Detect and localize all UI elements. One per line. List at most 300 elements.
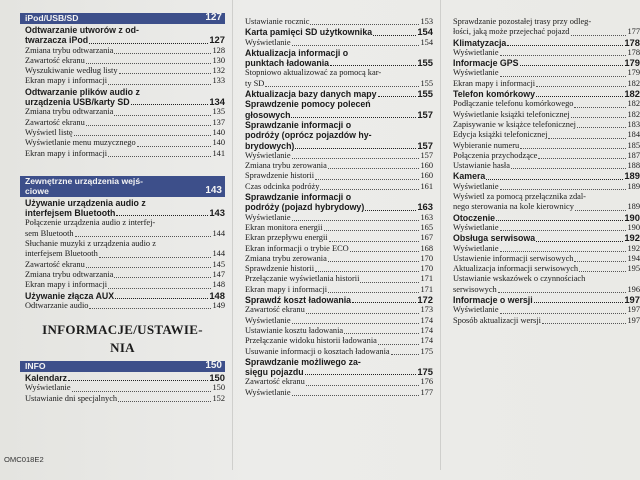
toc-entry-title: Ekran mapy i informacji [453,78,536,88]
toc-entry [240,48,433,69]
leader-dots [486,179,623,180]
toc-entry-title: Klimatyzacja [453,37,507,48]
toc-entry-page: 174 [420,325,433,335]
toc-entry-page: 175 [420,346,433,356]
toc-entry [240,285,433,295]
toc-entry [240,233,433,243]
toc-entry-title: Czas odcinka podróży [245,181,320,191]
toc-entry-page: 150 [212,383,225,393]
toc-entry-page: 196 [627,284,640,294]
toc-entry [20,128,225,138]
toc-entry-title: interfejsem Bluetooth [25,249,98,259]
leader-dots [507,45,623,46]
toc-entry-page: 175 [417,366,433,378]
toc-entry-page: 174 [420,336,433,346]
toc-entry [448,233,640,243]
toc-entry [448,58,640,68]
leader-dots [352,302,416,303]
leader-dots [114,277,211,278]
leader-dots [360,282,419,283]
toc-entry [240,17,433,27]
toc-entry-title: Wyświetlanie [245,315,291,325]
leader-dots [114,115,211,116]
toc-entry-title: głosowych [245,109,291,120]
leader-dots [306,313,420,314]
toc-entry-title: Podłączanie telefonu komórkowego [453,99,574,109]
toc-entry [240,120,433,151]
toc-entry [240,357,433,378]
toc-entry-page: 144 [212,228,225,238]
toc-entry-line [25,97,225,107]
toc-entry [240,161,433,171]
toc-entry-title: interfejsem Bluetooth [25,208,116,219]
leader-dots [373,35,416,36]
toc-entry-page: 141 [212,148,225,158]
toc-entry-title: Wyświetlanie [245,150,291,160]
toc-entry [20,76,225,86]
toc-entry-page: 149 [212,300,225,310]
toc-entry-title: Zawartość ekranu [25,55,85,65]
leader-dots [538,158,626,159]
toc-entry-title: Ustawianie dni specjalnych [25,393,118,403]
toc-entry-title: Kamera [453,171,486,182]
toc-entry-page: 140 [212,138,225,148]
toc-entry-page: 155 [420,78,433,88]
toc-entry-title: Telefon komórkowy [453,89,535,100]
toc-entry-title: Wyświetlanie [453,68,499,78]
document-code: OMC018E2 [4,455,44,464]
toc-entry-title: Ustawianie hasła [453,161,510,171]
toc-entry [240,274,433,284]
toc-entry-page: 194 [627,253,640,263]
toc-entry [240,171,433,181]
toc-entry-page: 185 [627,140,640,150]
toc-entry [20,149,225,159]
toc-entry-title: Ustawienie informacji serwisowych [453,253,574,263]
leader-dots [496,220,623,221]
toc-entry [448,38,640,48]
toc-entry [240,192,433,213]
toc-entry-page: 170 [420,264,433,274]
toc-entry-page: 184 [627,130,640,140]
toc-entry [20,239,225,260]
toc-entry-page: 143 [209,207,225,219]
toc-entry-title: twarzacza iPod [25,35,89,46]
toc-entry-line [453,285,640,295]
toc-entry-page: 163 [420,212,433,222]
column-divider [232,0,233,470]
toc-entry [20,394,225,404]
toc-entry-line [25,208,225,218]
leader-dots [520,148,626,149]
toc-entry [448,99,640,109]
leader-dots [89,308,211,309]
toc-entry-line: Sprawdzanie możliwego za- [245,356,361,367]
toc-entry [20,301,225,311]
toc-entry-line: Połączenie urządzenia audio z interfej- [25,218,156,228]
toc-entry-page: 174 [420,315,433,325]
toc-entry [240,388,433,398]
leader-dots [108,84,211,85]
toc-entry [20,118,225,128]
toc-entry-page: 197 [627,305,640,315]
toc-entry-title: Wyświetlanie [453,222,499,232]
toc-entry-page: 189 [624,170,640,182]
toc-entry-title: Wyszukiwanie według listy [25,66,118,76]
toc-entry-title: Ekran mapy i informacji [25,148,108,158]
leader-dots [500,189,627,190]
leader-dots [108,156,211,157]
toc-entry-page: 172 [417,294,433,306]
toc-entry-page: 197 [624,294,640,306]
leader-dots [86,125,212,126]
toc-entry-title: Otoczenie [453,212,496,223]
leader-dots [511,168,626,169]
toc-entry-title: Sprawdzenie historii [245,264,315,274]
leader-dots [75,236,212,237]
column-divider [440,0,441,470]
toc-entry-title: nego sterowania na kole kierownicy [453,202,574,212]
toc-entry [20,280,225,290]
toc-entry-page: 187 [627,150,640,160]
leader-dots [500,313,627,314]
toc-entry [240,316,433,326]
toc-entry [20,383,225,393]
toc-entry-line: Ustawianie wskazówek o czynnościach [453,274,586,284]
toc-entry-page: 182 [627,109,640,119]
toc-entry-title: Wybieranie numeru [453,140,520,150]
toc-entry [448,141,640,151]
toc-entry-page: 190 [627,222,640,232]
toc-entry-line: Stopniowo aktualizować za pomocą kar- [245,68,382,78]
toc-entry-title: Zawartość ekranu [25,117,85,127]
toc-entry [448,295,640,305]
toc-entry [240,254,433,264]
toc-entry-title: Wyświetlanie [453,243,499,253]
toc-entry-page: 176 [420,377,433,387]
toc-entry [448,68,640,78]
toc-entry-title: urządzenia USB/karty SD [25,97,130,108]
leader-dots [579,271,626,272]
toc-entry-page: 150 [209,372,225,384]
toc-entry-line [25,35,225,45]
leader-dots [536,86,626,87]
toc-entry-title: Sprawdź koszt ładowania [245,295,352,306]
leader-dots [119,73,212,74]
leader-dots [310,24,419,25]
toc-entry-title: Ekran przepływu energii [245,233,328,243]
toc-entry-page: 161 [420,181,433,191]
leader-dots [575,210,627,211]
toc-entry [20,138,225,148]
leader-dots [292,395,420,396]
toc-entry [448,120,640,130]
toc-entry-page: 160 [420,161,433,171]
toc-entry [20,87,225,108]
toc-entry-line: podróży (oprócz pojazdów hy- [245,130,372,141]
leader-dots [118,401,211,402]
leader-dots [571,117,627,118]
toc-entry [20,107,225,117]
toc-entry-line: Odtwarzanie utworów z od- [25,25,139,35]
leader-dots [536,96,623,97]
leader-dots [571,35,627,36]
toc-entry-page: 130 [212,55,225,65]
toc-entry-page: 178 [627,47,640,57]
toc-entry [448,223,640,233]
toc-entry-page: 155 [417,88,433,100]
leader-dots [295,148,416,149]
toc-entry-page: 165 [420,222,433,232]
toc-entry [20,218,225,239]
leader-dots [292,220,420,221]
toc-entry-page: 192 [624,232,640,244]
toc-entry [20,25,225,46]
toc-entry [448,79,640,89]
toc-entry [448,89,640,99]
toc-entry [240,89,433,99]
toc-entry-page: 147 [212,269,225,279]
toc-entry [240,213,433,223]
toc-entry [448,244,640,254]
leader-dots [574,261,626,262]
leader-dots [329,241,420,242]
leader-dots [108,288,211,289]
toc-entry-title: Ekran mapy i informacji [25,280,108,290]
toc-entry-page: 144 [212,249,225,259]
leader-dots [328,261,420,262]
toc-entry [20,198,225,219]
toc-entry-title: Wyświetlanie [453,47,499,57]
toc-entry [240,27,433,37]
leader-dots [292,158,420,159]
toc-entry [240,326,433,336]
leader-dots [330,65,416,66]
toc-entry [448,161,640,171]
toc-entry-title: Zmiana trybu odtwarzania [25,107,114,117]
toc-entry-title: Edycja książki telefonicznej [453,130,548,140]
toc-entry-page: 137 [212,117,225,127]
toc-entry [240,223,433,233]
toc-entry-title: Karta pamięci SD użytkownika [245,27,373,38]
toc-entry [240,244,433,254]
toc-entry-title: Kalendarz [25,373,68,384]
toc-column-middle [240,0,433,398]
toc-entry-page: 171 [420,274,433,284]
leader-dots [328,168,420,169]
toc-entry-title: Przełączanie wyświetlania historii [245,274,360,284]
leader-dots [500,76,627,77]
toc-entry-page: 154 [417,26,433,38]
toc-column-left [20,0,225,404]
section-title: Zewnętrzne urządzenia wejś- ciowe [25,175,143,196]
toc-entry [20,46,225,56]
leader-dots [350,251,420,252]
leader-dots [315,179,419,180]
toc-entry [240,264,433,274]
leader-dots [498,292,627,293]
toc-entry-line [25,229,225,239]
toc-entry-title: Przełączanie widoku historii ładowania [245,336,377,346]
toc-entry-page: 160 [420,171,433,181]
toc-entry-title: Ekran mapy i informacji [245,284,328,294]
toc-entry-line [245,79,433,89]
toc-entry-page: 148 [212,280,225,290]
toc-entry-page: 188 [627,161,640,171]
toc-entry-page: 167 [420,233,433,243]
leader-dots [378,344,420,345]
toc-entry [448,305,640,315]
toc-entry-title: Wyświetlanie [25,383,71,393]
section-page: 143 [205,184,222,196]
toc-entry-title: Sprawdzenie historii [245,171,315,181]
toc-entry-page: 189 [627,202,640,212]
leader-dots [115,298,208,299]
section-header [20,361,225,372]
toc-entry-line: Używanie urządzenia audio z [25,197,146,208]
toc-entry-title: Wyświetlanie [245,387,291,397]
toc-entry-line [453,27,640,37]
leader-dots [536,241,623,242]
toc-entry-title: Odtwarzanie audio [25,300,89,310]
toc-entry-page: 179 [627,68,640,78]
toc-entry-title: Aktualizacja informacji serwisowych [453,264,579,274]
toc-entry-title: Ekran monitora energii [245,222,323,232]
chapter-heading: INFORMACJE/USTAWIE- NIA [42,322,203,356]
toc-entry-title: Zmiana trybu zerowania [245,161,327,171]
toc-entry-title: Usuwanie informacji o kosztach ładowania [245,346,390,356]
toc-entry [448,48,640,58]
toc-entry-page: 182 [624,88,640,100]
toc-entry-page: 170 [420,253,433,263]
toc-entry-page: 134 [209,96,225,108]
toc-entry-page: 140 [212,127,225,137]
toc-entry-title: Zmiana trybu zerowania [245,253,327,263]
toc-entry-title: Wyświetlanie [245,212,291,222]
toc-entry-title: punktach ładowania [245,58,330,69]
toc-entry-line [245,58,433,68]
toc-entry-page: 179 [624,57,640,69]
toc-entry-page: 168 [420,243,433,253]
toc-entry [448,182,640,192]
leader-dots [548,138,626,139]
section-header [20,13,225,24]
toc-entry-title: sem Bluetooth [25,228,74,238]
leader-dots [292,45,420,46]
toc-entry [240,295,433,305]
toc-entry [240,182,433,192]
toc-entry [448,151,640,161]
toc-entry-title: łości, jaką może przejechać pojazd [453,27,570,37]
toc-entry [448,130,640,140]
toc-entry-page: 182 [627,99,640,109]
toc-entry-title: Ekran informacji o trybie ECO [245,243,349,253]
leader-dots [306,385,420,386]
toc-entry-title: Zawartość ekranu [25,259,85,269]
section-external-inputs [20,176,225,311]
toc-entry [448,254,640,264]
toc-entry [240,38,433,48]
toc-entry-page: 197 [627,315,640,325]
toc-entry [240,99,433,120]
toc-entry-page: 155 [417,57,433,69]
leader-dots [500,55,627,56]
toc-entry [240,347,433,357]
toc-entry-title: Sposób aktualizacji wersji [453,315,541,325]
leader-dots [534,302,624,303]
toc-entry-line: Sprawdzanie pozostałej trasy przy odleg- [453,17,592,26]
toc-entry-line: Sprawdzanie informacji o [245,192,352,203]
leader-dots [391,354,420,355]
leader-dots [137,146,212,147]
toc-entry-page: 173 [420,305,433,315]
toc-entry-title: brydowych) [245,140,295,151]
toc-entry-page: 127 [209,34,225,46]
toc-entry-page: 178 [624,36,640,48]
toc-entry-line: Odtwarzanie plików audio z [25,86,140,97]
leader-dots [131,104,209,105]
toc-entry-title: Wyświetlanie książki telefonicznej [453,109,570,119]
toc-entry-title: podróży (pojazd hybrydowy) [245,202,365,213]
toc-entry-title: Wyświetlanie [453,305,499,315]
leader-dots [72,391,212,392]
toc-entry [240,68,433,89]
toc-entry-page: 171 [420,284,433,294]
toc-entry-title: Zawartość ekranu [245,305,305,315]
toc-entry [240,336,433,346]
section-page: 127 [205,12,222,23]
section-ipod-usb-sd [20,13,225,159]
toc-entry-page: 153 [420,17,433,26]
toc-entry-title: Ustawianie rocznic [245,17,310,26]
leader-dots [116,215,208,216]
leader-dots [292,323,420,324]
toc-entry-title: Aktualizacja bazy danych mapy [245,89,377,100]
toc-entry-title: Zapisywanie w książce telefonicznej [453,119,577,129]
section-info [20,361,225,404]
toc-entry-title: serwisowych [453,284,497,294]
leader-dots [365,210,416,211]
leader-dots [328,292,419,293]
toc-entry-title: Obsługa serwisowa [453,233,536,244]
toc-entry-page: 145 [212,259,225,269]
leader-dots [542,323,627,324]
toc-entry [448,274,640,295]
toc-entry [240,377,433,387]
toc-entry-title: ty SD [245,78,265,88]
toc-entry-line [25,249,225,259]
toc-entry-page: 157 [417,108,433,120]
toc-entry-title: Wyświetlanie menu muzycznego [25,138,136,148]
toc-entry-title: Wyświetlanie [245,37,291,47]
toc-entry-page: 177 [627,27,640,37]
toc-entry-page: 132 [212,66,225,76]
toc-entry-page: 148 [209,289,225,301]
toc-entry-line: Aktualizacja informacji o [245,47,349,58]
toc-entry [20,260,225,270]
toc-entry-line: Wyświetl za pomocą przełącznika zdal- [453,192,586,202]
leader-dots [89,43,208,44]
toc-entry-line [245,202,433,212]
toc-entry-page: 154 [420,37,433,47]
leader-dots [86,63,212,64]
toc-entry-page: 190 [624,211,640,223]
toc-entry-line [245,110,433,120]
section-title: INFO [25,361,46,372]
leader-dots [574,107,626,108]
leader-dots [86,267,212,268]
toc-entry-title: Informacje o wersji [453,295,533,306]
